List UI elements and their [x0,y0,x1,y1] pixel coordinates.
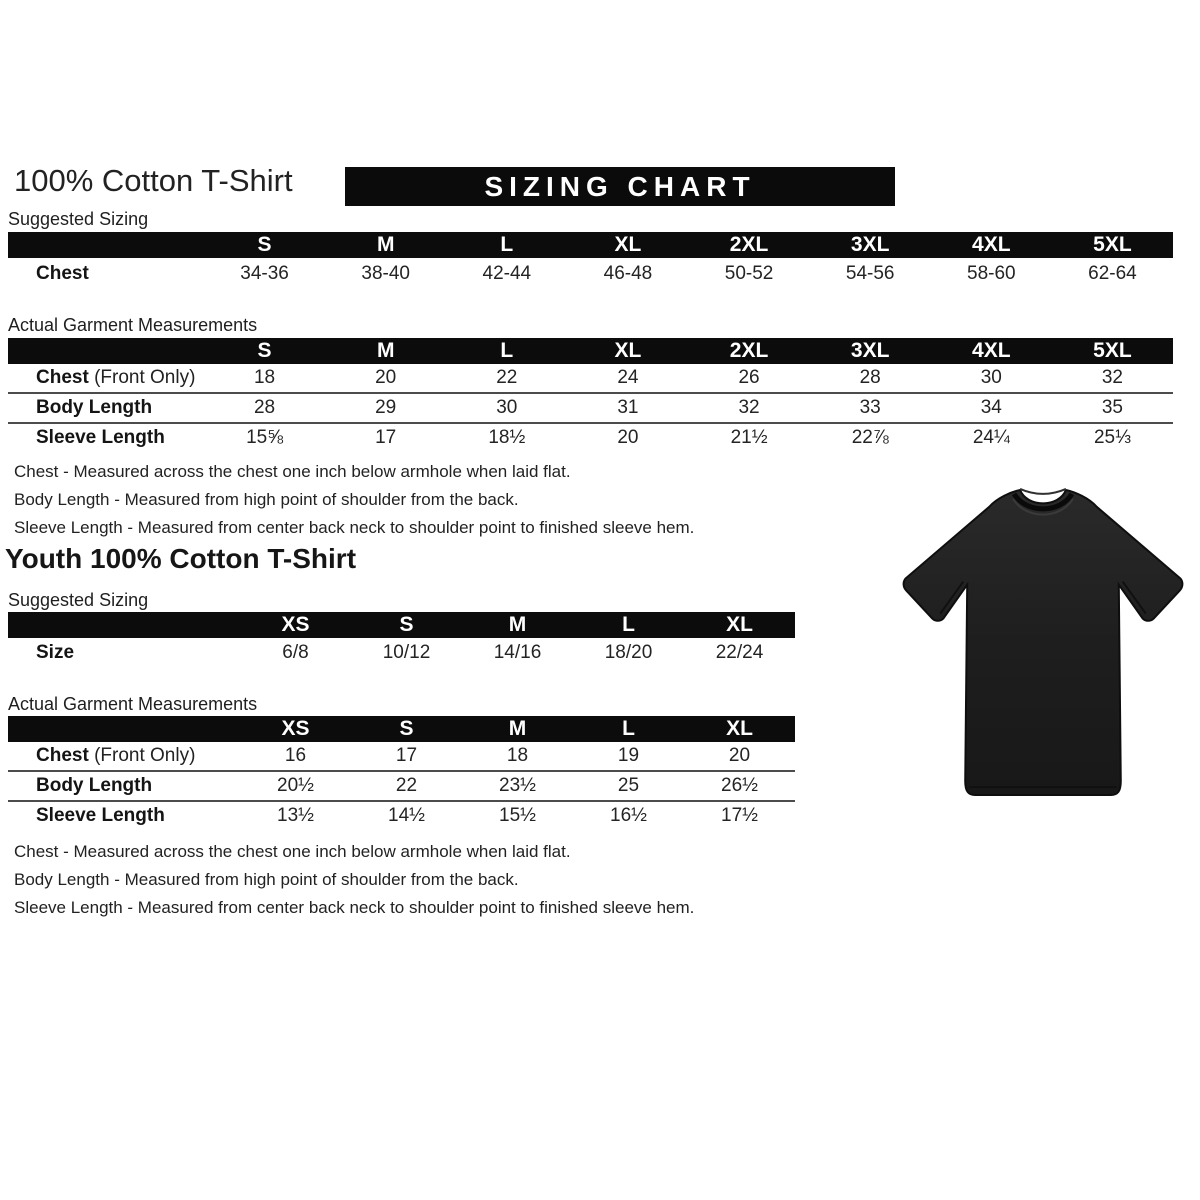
note-sleeve-length: Sleeve Length - Measured from center back neck to shoulder point to finished sleeve hem. [14,898,695,917]
size-column-header: 3XL [850,233,890,256]
measurement-cell: 14½ [388,805,425,826]
table-header-row [8,612,795,638]
measurement-cell: 22 [496,367,518,388]
youth-suggested-sizing-table [8,612,795,668]
measurement-cell: 32 [738,397,760,418]
measurement-cell: 30 [496,397,518,418]
adult-suggested-sizing-label: Suggested Sizing [8,209,149,229]
measurement-cell: 17 [375,427,397,448]
size-column-header: M [508,717,527,740]
row-label-text: Body Length [36,397,153,418]
size-column-header: XL [726,613,753,636]
note-body-length: Body Length - Measured from high point of shoulder from the back. [14,870,519,889]
measurement-cell: 23½ [499,775,536,796]
table-header-row [8,232,1173,258]
adult-measurement-notes [14,458,694,542]
table-header-row [8,716,795,742]
measurement-cell: 18½ [488,427,526,448]
youth-suggested-sizing-label: Suggested Sizing [8,590,149,610]
adult-suggested-sizing-table [8,232,1173,290]
table-row-chest [8,258,1173,290]
row-label-text: Size [36,642,75,663]
size-column-header: L [500,233,514,256]
measurement-cell: 24¼ [972,427,1010,448]
row-label-suffix: (Front Only) [88,367,196,388]
measurement-cell: 28 [253,397,276,418]
table-row-body-length [8,772,795,802]
measurement-cell: 15⅝ [246,427,284,448]
row-label-text: Chest [36,745,89,766]
measurement-cell: 26 [738,367,760,388]
measurement-cell: 30 [980,367,1002,388]
row-label [8,263,204,285]
measurement-cell: 17½ [721,805,758,826]
measurement-cell: 25⅓ [1093,427,1131,448]
adult-section-title: 100% Cotton T-Shirt [14,163,293,198]
measurement-cell: 16 [284,745,307,766]
measurement-cell: 34 [980,397,1002,418]
size-column-header: XL [614,339,642,362]
table-row-body-length [8,394,1173,424]
measurement-cell: 33 [859,397,881,418]
measurement-cell: 62-64 [1088,263,1137,284]
measurement-cell: 32 [1101,367,1123,388]
measurement-cell: 20 [617,427,639,448]
size-column-header: L [622,717,635,740]
measurement-cell: 17 [395,745,418,766]
row-label [8,427,204,449]
tshirt-image [893,462,1193,814]
size-column-header: L [500,339,514,362]
measurement-cell: 16½ [610,805,647,826]
measurement-cell: 20½ [277,775,314,796]
measurement-cell: 20 [375,367,397,388]
row-label [8,745,240,767]
measurement-cell: 58-60 [967,263,1016,284]
size-column-header: S [399,613,414,636]
row-label-suffix: (Front Only) [88,745,196,766]
measurement-cell: 13½ [277,805,314,826]
youth-measurement-notes [14,838,694,922]
note-chest: Chest - Measured across the chest one inch below armhole when laid flat. [14,462,571,481]
measurement-cell: 21½ [730,427,768,448]
measurement-cell: 29 [375,397,397,418]
note-chest: Chest - Measured across the chest one inch below armhole when laid flat. [14,842,571,861]
size-column-header: 2XL [729,233,769,256]
size-column-header: S [257,339,272,362]
measurement-cell: 10/12 [382,642,431,663]
measurement-cell: 6/8 [282,642,309,663]
row-label [8,775,240,797]
measurement-cell: 34-36 [240,263,289,284]
black-tshirt-icon [893,462,1193,814]
size-column-header: 5XL [1093,233,1132,256]
measurement-cell: 20 [728,745,751,766]
row-label [8,642,240,664]
measurement-cell: 38-40 [361,263,410,284]
size-column-header: XS [281,717,310,740]
measurement-cell: 42-44 [482,263,532,284]
table-row-sleeve-length [8,802,795,830]
size-column-header: M [508,613,527,636]
row-label [8,805,240,827]
table-header-row [8,338,1173,364]
size-column-header: XL [614,233,642,256]
measurement-cell: 50-52 [724,263,774,284]
measurement-cell: 31 [617,397,639,418]
row-label [8,397,204,419]
size-column-header: S [399,717,414,740]
measurement-cell: 25 [617,775,640,796]
row-label-text: Body Length [36,775,153,796]
measurement-cell: 18 [253,367,276,388]
size-column-header: M [376,339,395,362]
row-label-text: Chest [36,263,89,284]
table-row-chest [8,364,1173,394]
note-sleeve-length: Sleeve Length - Measured from center back neck to shoulder point to finished sleeve hem. [14,518,695,537]
youth-section-title: Youth 100% Cotton T-Shirt [5,543,357,574]
measurement-cell: 26½ [721,775,758,796]
measurement-cell: 22/24 [715,642,764,663]
row-label [8,367,204,389]
measurement-cell: 35 [1101,397,1123,418]
size-column-header: S [257,233,272,256]
table-row-chest [8,742,795,772]
sizing-chart-banner: SIZING CHART [345,167,895,206]
youth-garment-measurements-label: Actual Garment Measurements [8,694,258,714]
measurement-cell: 18/20 [604,642,653,663]
size-column-header: XL [726,717,753,740]
measurement-cell: 24 [617,367,639,388]
table-row-sleeve-length [8,424,1173,452]
adult-garment-measurements-label: Actual Garment Measurements [8,315,258,335]
size-column-header: M [376,233,395,256]
row-label-text: Chest [36,367,89,388]
size-column-header: 5XL [1093,339,1132,362]
size-column-header: 2XL [729,339,769,362]
youth-garment-measurements-table [8,716,795,830]
measurement-cell: 19 [617,745,640,766]
size-column-header: 3XL [850,339,890,362]
measurement-cell: 54-56 [845,263,895,284]
measurement-cell: 22⅞ [851,427,889,448]
measurement-cell: 14/16 [493,642,542,663]
measurement-cell: 46-48 [603,263,653,284]
row-label-text: Sleeve Length [36,427,165,448]
adult-garment-measurements-table [8,338,1173,452]
table-row-size [8,638,795,668]
row-label-text: Sleeve Length [36,805,165,826]
measurement-cell: 15½ [499,805,536,826]
size-column-header: XS [281,613,310,636]
note-body-length: Body Length - Measured from high point of shoulder from the back. [14,490,519,509]
measurement-cell: 22 [395,775,418,796]
measurement-cell: 18 [506,745,529,766]
size-column-header: L [622,613,635,636]
measurement-cell: 28 [859,367,881,388]
size-column-header: 4XL [972,339,1011,362]
size-column-header: 4XL [972,233,1011,256]
